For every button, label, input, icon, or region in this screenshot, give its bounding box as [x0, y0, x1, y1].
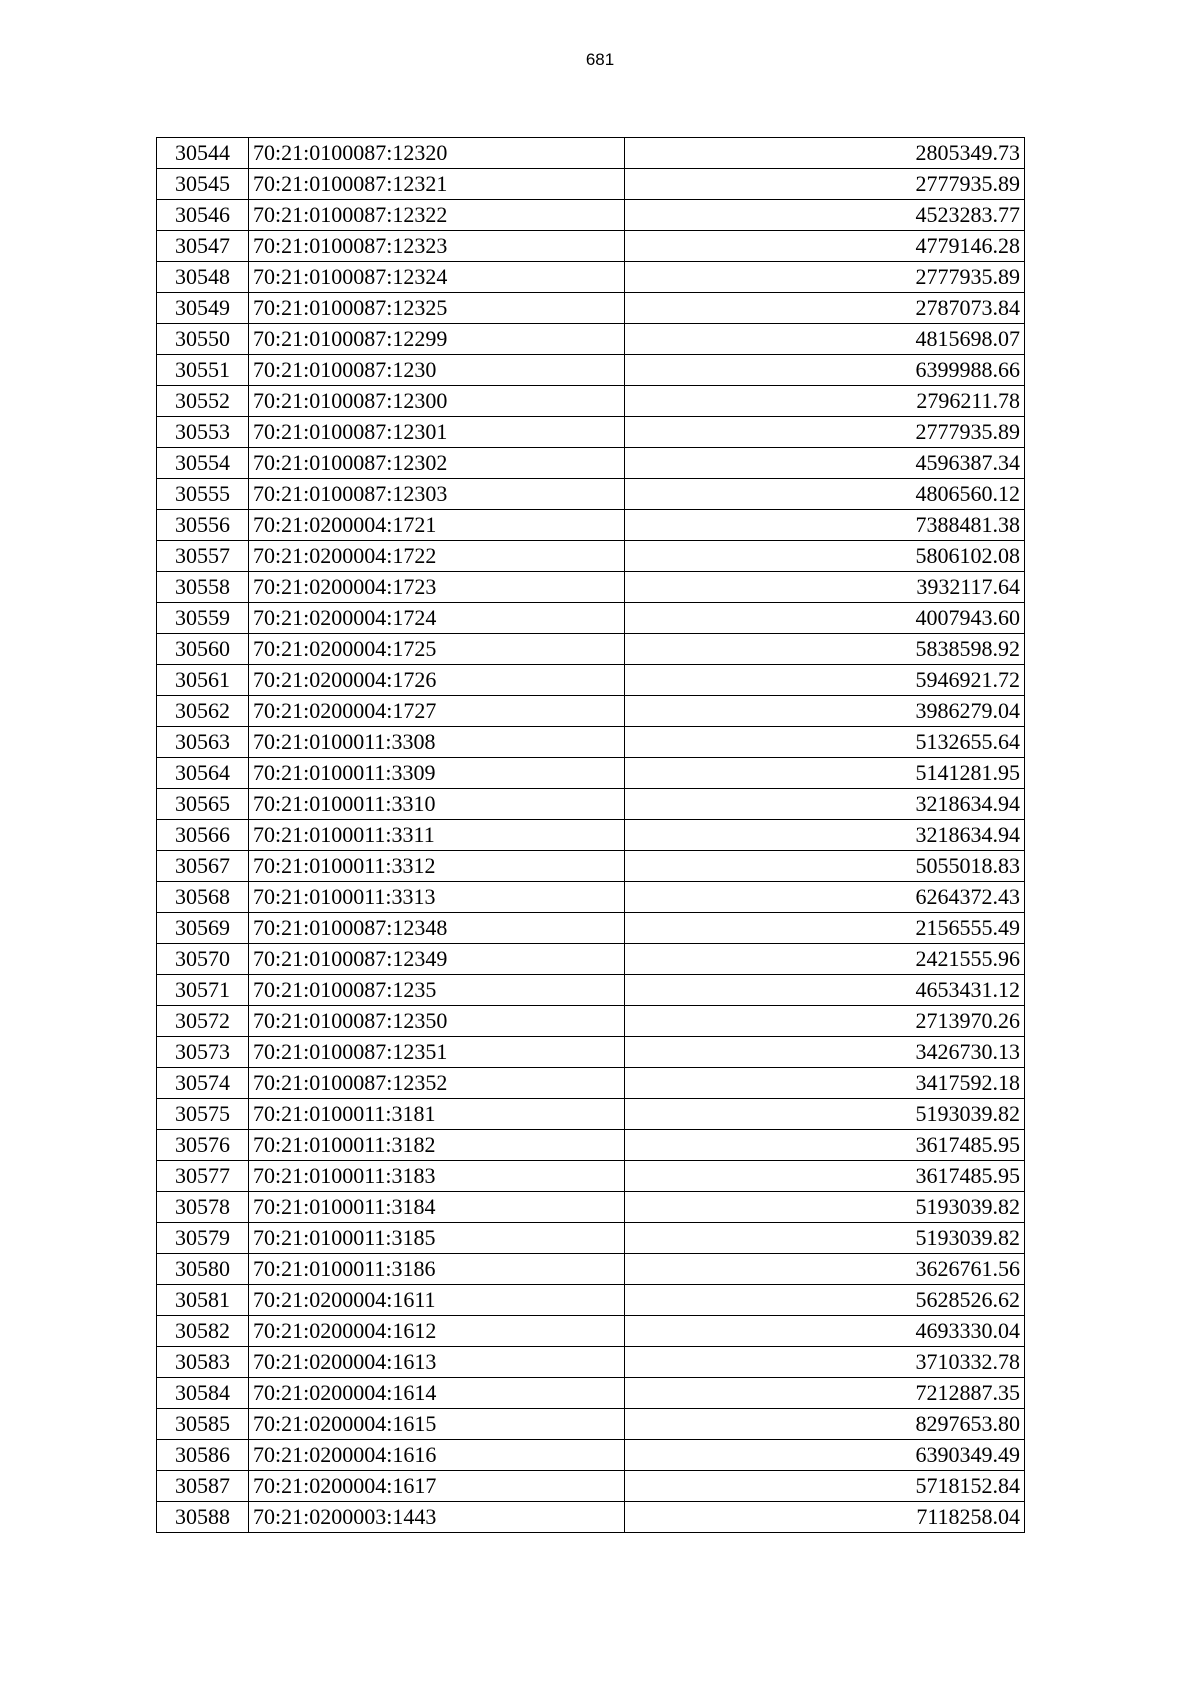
row-number-cell: 30585 [157, 1409, 249, 1440]
row-number-cell: 30580 [157, 1254, 249, 1285]
table-row [157, 1471, 1025, 1502]
value-cell: 4806560.12 [625, 479, 1025, 510]
cadastral-number-cell: 70:21:0100011:3312 [249, 851, 625, 882]
cadastral-number-cell: 70:21:0200004:1615 [249, 1409, 625, 1440]
cadastral-number-cell: 70:21:0200004:1727 [249, 696, 625, 727]
value-cell: 6399988.66 [625, 355, 1025, 386]
cadastral-number-cell: 70:21:0100087:12321 [249, 169, 625, 200]
row-number-cell: 30575 [157, 1099, 249, 1130]
table-row [157, 1378, 1025, 1409]
value-cell: 5141281.95 [625, 758, 1025, 789]
row-number-cell: 30552 [157, 386, 249, 417]
table-row [157, 1130, 1025, 1161]
table-row [157, 603, 1025, 634]
cadastral-number-cell: 70:21:0200004:1614 [249, 1378, 625, 1409]
cadastral-number-cell: 70:21:0100087:12351 [249, 1037, 625, 1068]
table-row [157, 913, 1025, 944]
row-number-cell: 30562 [157, 696, 249, 727]
row-number-cell: 30570 [157, 944, 249, 975]
value-cell: 4693330.04 [625, 1316, 1025, 1347]
table-row [157, 1440, 1025, 1471]
table-row [157, 479, 1025, 510]
table-row [157, 572, 1025, 603]
value-cell: 2796211.78 [625, 386, 1025, 417]
table-row [157, 975, 1025, 1006]
row-number-cell: 30556 [157, 510, 249, 541]
table-row [157, 1316, 1025, 1347]
cadastral-number-cell: 70:21:0100087:12325 [249, 293, 625, 324]
cadastral-number-cell: 70:21:0100011:3181 [249, 1099, 625, 1130]
row-number-cell: 30563 [157, 727, 249, 758]
row-number-cell: 30588 [157, 1502, 249, 1533]
value-cell: 7212887.35 [625, 1378, 1025, 1409]
cadastral-number-cell: 70:21:0100087:1235 [249, 975, 625, 1006]
table-row [157, 1347, 1025, 1378]
value-cell: 5838598.92 [625, 634, 1025, 665]
table-row [157, 634, 1025, 665]
value-cell: 7118258.04 [625, 1502, 1025, 1533]
value-cell: 2713970.26 [625, 1006, 1025, 1037]
cadastral-number-cell: 70:21:0100011:3309 [249, 758, 625, 789]
row-number-cell: 30567 [157, 851, 249, 882]
row-number-cell: 30574 [157, 1068, 249, 1099]
value-cell: 4815698.07 [625, 324, 1025, 355]
cadastral-number-cell: 70:21:0200004:1723 [249, 572, 625, 603]
cadastral-number-cell: 70:21:0100087:12301 [249, 417, 625, 448]
table-row [157, 448, 1025, 479]
cadastral-number-cell: 70:21:0100087:12322 [249, 200, 625, 231]
table-row [157, 262, 1025, 293]
row-number-cell: 30583 [157, 1347, 249, 1378]
cadastral-value-table [156, 137, 1025, 1533]
cadastral-number-cell: 70:21:0200004:1612 [249, 1316, 625, 1347]
value-cell: 3218634.94 [625, 820, 1025, 851]
cadastral-number-cell: 70:21:0100011:3186 [249, 1254, 625, 1285]
value-cell: 3617485.95 [625, 1130, 1025, 1161]
table-row [157, 169, 1025, 200]
cadastral-number-cell: 70:21:0100087:12300 [249, 386, 625, 417]
row-number-cell: 30557 [157, 541, 249, 572]
cadastral-number-cell: 70:21:0100087:12348 [249, 913, 625, 944]
row-number-cell: 30577 [157, 1161, 249, 1192]
value-cell: 2777935.89 [625, 417, 1025, 448]
cadastral-number-cell: 70:21:0100011:3182 [249, 1130, 625, 1161]
cadastral-number-cell: 70:21:0100087:12302 [249, 448, 625, 479]
value-cell: 5193039.82 [625, 1192, 1025, 1223]
cadastral-number-cell: 70:21:0200004:1726 [249, 665, 625, 696]
cadastral-number-cell: 70:21:0200004:1722 [249, 541, 625, 572]
row-number-cell: 30581 [157, 1285, 249, 1316]
row-number-cell: 30551 [157, 355, 249, 386]
value-cell: 3986279.04 [625, 696, 1025, 727]
cadastral-number-cell: 70:21:0100011:3310 [249, 789, 625, 820]
table-row [157, 696, 1025, 727]
row-number-cell: 30568 [157, 882, 249, 913]
table-row [157, 1254, 1025, 1285]
table-row [157, 200, 1025, 231]
row-number-cell: 30565 [157, 789, 249, 820]
table-row [157, 882, 1025, 913]
table-row [157, 1192, 1025, 1223]
row-number-cell: 30569 [157, 913, 249, 944]
row-number-cell: 30558 [157, 572, 249, 603]
cadastral-number-cell: 70:21:0100087:12303 [249, 479, 625, 510]
value-cell: 5946921.72 [625, 665, 1025, 696]
table-row [157, 1037, 1025, 1068]
row-number-cell: 30564 [157, 758, 249, 789]
table-row [157, 1285, 1025, 1316]
cadastral-number-cell: 70:21:0100087:12299 [249, 324, 625, 355]
cadastral-number-cell: 70:21:0100011:3185 [249, 1223, 625, 1254]
value-cell: 3426730.13 [625, 1037, 1025, 1068]
value-cell: 5628526.62 [625, 1285, 1025, 1316]
value-cell: 5806102.08 [625, 541, 1025, 572]
row-number-cell: 30545 [157, 169, 249, 200]
table-row [157, 541, 1025, 572]
table-row [157, 1223, 1025, 1254]
cadastral-number-cell: 70:21:0200004:1724 [249, 603, 625, 634]
value-cell: 3932117.64 [625, 572, 1025, 603]
table-row [157, 1006, 1025, 1037]
value-cell: 4779146.28 [625, 231, 1025, 262]
value-cell: 2805349.73 [625, 138, 1025, 169]
row-number-cell: 30576 [157, 1130, 249, 1161]
table-row [157, 138, 1025, 169]
cadastral-number-cell: 70:21:0100087:12350 [249, 1006, 625, 1037]
value-cell: 3218634.94 [625, 789, 1025, 820]
row-number-cell: 30544 [157, 138, 249, 169]
value-cell: 6390349.49 [625, 1440, 1025, 1471]
row-number-cell: 30553 [157, 417, 249, 448]
value-cell: 5193039.82 [625, 1223, 1025, 1254]
value-cell: 4653431.12 [625, 975, 1025, 1006]
table-row [157, 727, 1025, 758]
row-number-cell: 30572 [157, 1006, 249, 1037]
row-number-cell: 30547 [157, 231, 249, 262]
row-number-cell: 30548 [157, 262, 249, 293]
row-number-cell: 30560 [157, 634, 249, 665]
cadastral-number-cell: 70:21:0200004:1613 [249, 1347, 625, 1378]
cadastral-number-cell: 70:21:0100011:3183 [249, 1161, 625, 1192]
value-cell: 3617485.95 [625, 1161, 1025, 1192]
table-row [157, 293, 1025, 324]
row-number-cell: 30578 [157, 1192, 249, 1223]
row-number-cell: 30554 [157, 448, 249, 479]
row-number-cell: 30571 [157, 975, 249, 1006]
value-cell: 3710332.78 [625, 1347, 1025, 1378]
table-row [157, 1068, 1025, 1099]
cadastral-number-cell: 70:21:0200004:1721 [249, 510, 625, 541]
cadastral-number-cell: 70:21:0100087:1230 [249, 355, 625, 386]
value-cell: 3417592.18 [625, 1068, 1025, 1099]
row-number-cell: 30561 [157, 665, 249, 696]
value-cell: 2787073.84 [625, 293, 1025, 324]
value-cell: 8297653.80 [625, 1409, 1025, 1440]
cadastral-number-cell: 70:21:0100087:12323 [249, 231, 625, 262]
table-row [157, 417, 1025, 448]
table-row [157, 758, 1025, 789]
value-cell: 4007943.60 [625, 603, 1025, 634]
table-row [157, 944, 1025, 975]
cadastral-number-cell: 70:21:0100087:12324 [249, 262, 625, 293]
cadastral-number-cell: 70:21:0100011:3313 [249, 882, 625, 913]
table-row [157, 1502, 1025, 1533]
table-body [157, 138, 1025, 1533]
value-cell: 4523283.77 [625, 200, 1025, 231]
value-cell: 5132655.64 [625, 727, 1025, 758]
row-number-cell: 30546 [157, 200, 249, 231]
value-cell: 3626761.56 [625, 1254, 1025, 1285]
value-cell: 5193039.82 [625, 1099, 1025, 1130]
row-number-cell: 30555 [157, 479, 249, 510]
value-cell: 2156555.49 [625, 913, 1025, 944]
cadastral-number-cell: 70:21:0200003:1443 [249, 1502, 625, 1533]
table-row [157, 820, 1025, 851]
cadastral-number-cell: 70:21:0200004:1617 [249, 1471, 625, 1502]
row-number-cell: 30586 [157, 1440, 249, 1471]
cadastral-number-cell: 70:21:0100087:12349 [249, 944, 625, 975]
value-cell: 5055018.83 [625, 851, 1025, 882]
table-row [157, 851, 1025, 882]
value-cell: 6264372.43 [625, 882, 1025, 913]
cadastral-number-cell: 70:21:0100087:12352 [249, 1068, 625, 1099]
cadastral-number-cell: 70:21:0100011:3311 [249, 820, 625, 851]
table-row [157, 1099, 1025, 1130]
cadastral-number-cell: 70:21:0100011:3184 [249, 1192, 625, 1223]
row-number-cell: 30582 [157, 1316, 249, 1347]
value-cell: 4596387.34 [625, 448, 1025, 479]
value-cell: 2421555.96 [625, 944, 1025, 975]
table-row [157, 1409, 1025, 1440]
cadastral-number-cell: 70:21:0200004:1616 [249, 1440, 625, 1471]
table-row [157, 355, 1025, 386]
cadastral-number-cell: 70:21:0100087:12320 [249, 138, 625, 169]
table-row [157, 231, 1025, 262]
cadastral-number-cell: 70:21:0200004:1611 [249, 1285, 625, 1316]
table-row [157, 324, 1025, 355]
table-row [157, 510, 1025, 541]
row-number-cell: 30559 [157, 603, 249, 634]
table-row [157, 386, 1025, 417]
row-number-cell: 30573 [157, 1037, 249, 1068]
row-number-cell: 30566 [157, 820, 249, 851]
cadastral-number-cell: 70:21:0200004:1725 [249, 634, 625, 665]
row-number-cell: 30579 [157, 1223, 249, 1254]
row-number-cell: 30587 [157, 1471, 249, 1502]
page-number: 681 [585, 50, 615, 69]
row-number-cell: 30549 [157, 293, 249, 324]
table-row [157, 665, 1025, 696]
row-number-cell: 30584 [157, 1378, 249, 1409]
value-cell: 7388481.38 [625, 510, 1025, 541]
value-cell: 5718152.84 [625, 1471, 1025, 1502]
value-cell: 2777935.89 [625, 262, 1025, 293]
value-cell: 2777935.89 [625, 169, 1025, 200]
table-row [157, 789, 1025, 820]
cadastral-number-cell: 70:21:0100011:3308 [249, 727, 625, 758]
table-row [157, 1161, 1025, 1192]
row-number-cell: 30550 [157, 324, 249, 355]
